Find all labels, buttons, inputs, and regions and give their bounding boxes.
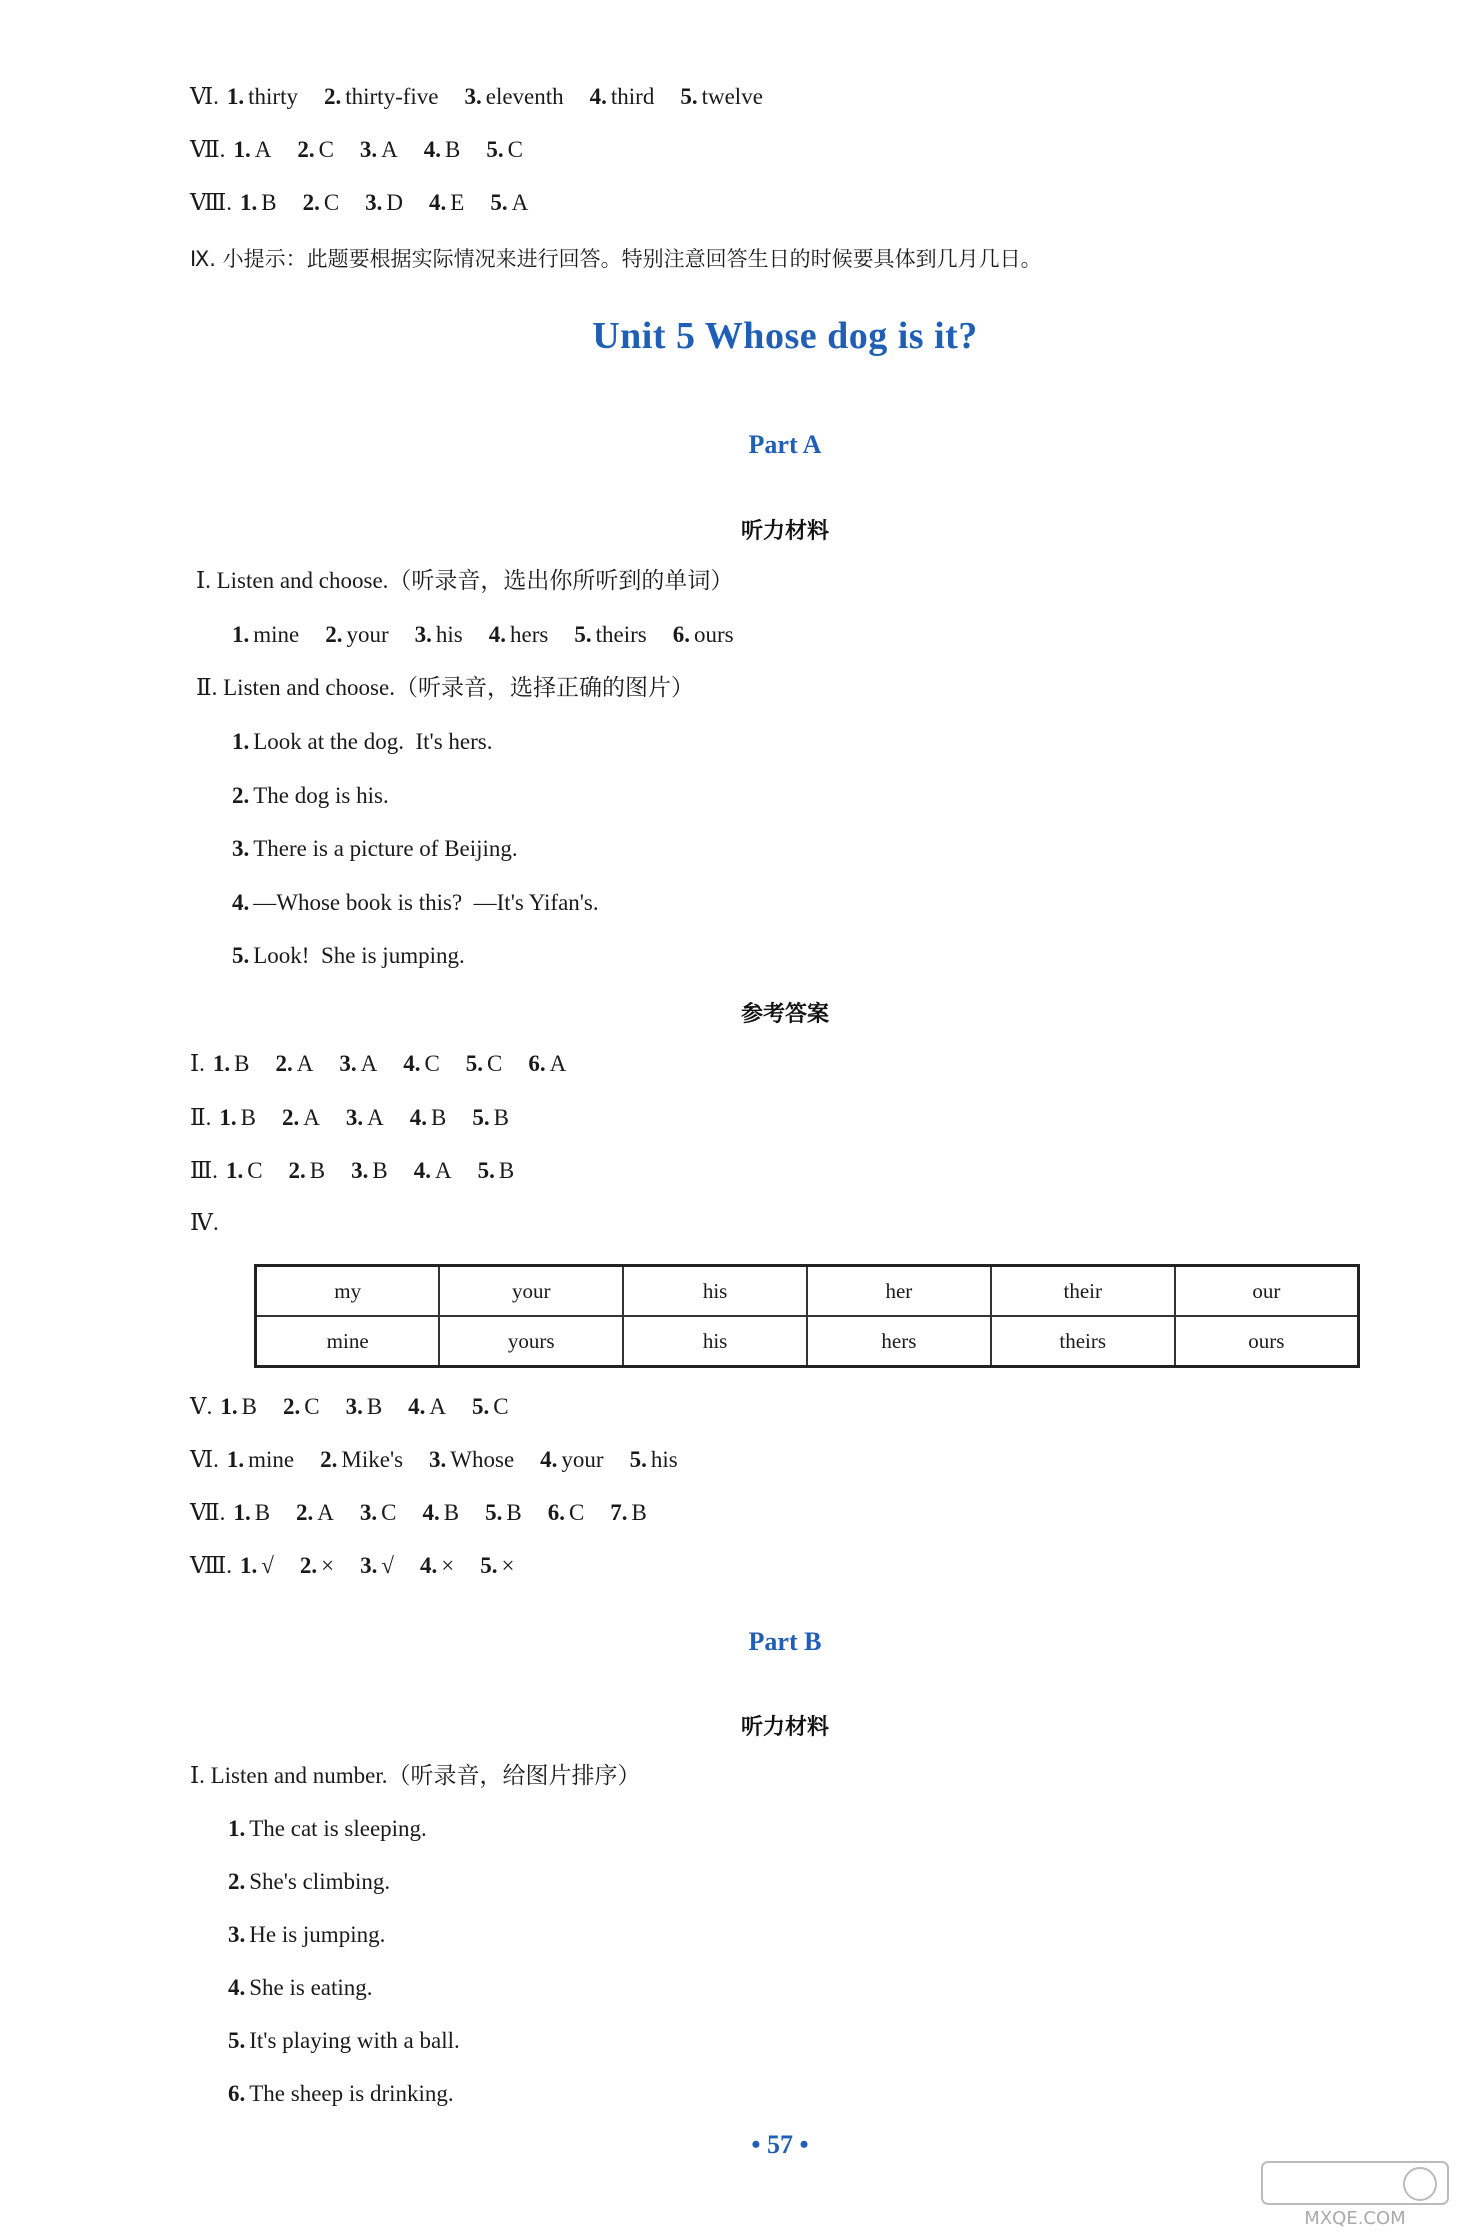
- answer-row-8: [190, 188, 554, 218]
- answer-row: [190, 1551, 540, 1581]
- answer-item: [574, 622, 646, 647]
- table-row: [256, 1266, 1359, 1317]
- item-text: C: [304, 1394, 320, 1419]
- item-number: 3.: [359, 137, 378, 162]
- item-text: D: [386, 190, 404, 215]
- answer-item: [485, 1500, 522, 1525]
- answer-item: [528, 1051, 566, 1076]
- table-cell: our: [1175, 1266, 1359, 1317]
- list-item: [232, 888, 599, 918]
- item-number: 3.: [429, 1447, 447, 1472]
- table-cell: theirs: [991, 1316, 1175, 1367]
- item-number: 1.: [226, 1447, 245, 1472]
- item-text: A: [296, 1051, 314, 1076]
- q4-label: Ⅳ.: [190, 1210, 219, 1235]
- answer-item: [339, 1051, 377, 1076]
- svg-text:MXQE.COM: MXQE.COM: [1304, 2208, 1406, 2229]
- item-text: your: [561, 1447, 604, 1472]
- item-number: 4.: [423, 137, 442, 162]
- item-number: 1.: [226, 84, 245, 109]
- table-cell: mine: [256, 1316, 440, 1367]
- item-text: B: [261, 190, 277, 215]
- item-text: A: [317, 1500, 334, 1525]
- table-cell: my: [256, 1266, 440, 1317]
- list-item: [232, 941, 465, 971]
- item-text: √: [261, 1553, 274, 1578]
- list-item: [228, 1920, 385, 1950]
- answer-item: [227, 1447, 294, 1472]
- roman-numeral: Ⅴ.: [190, 1394, 213, 1419]
- item-text: eleventh: [485, 84, 564, 109]
- item-number: 1.: [233, 137, 251, 162]
- list-item: [232, 834, 518, 864]
- answer-item: [213, 1051, 250, 1076]
- answer-item: [414, 1158, 452, 1183]
- answer-item: [346, 1105, 384, 1130]
- answer-item: [220, 1394, 257, 1419]
- item-text: third: [610, 84, 655, 109]
- item-text: The dog is his.: [253, 782, 389, 808]
- item-number: 2.: [297, 137, 315, 162]
- answer-item: [289, 1158, 326, 1183]
- answer-item: [415, 622, 463, 647]
- item-number: 1.: [232, 729, 250, 754]
- list-item: [228, 2079, 454, 2109]
- item-number: 1.: [232, 622, 250, 647]
- item-number: 1.: [233, 1500, 251, 1525]
- table-cell: your: [439, 1266, 623, 1317]
- list-item: [228, 1814, 427, 1844]
- list-item: [232, 781, 389, 811]
- item-number: 2.: [281, 1104, 300, 1130]
- answer-row-7: [190, 135, 549, 165]
- item-text: mine: [248, 1447, 295, 1472]
- item-number: 5.: [472, 1104, 490, 1130]
- item-number: 5.: [228, 2028, 246, 2053]
- item-text: B: [254, 1500, 271, 1525]
- answer-item: [233, 1500, 270, 1525]
- hint-line: Ⅸ. 小提示：此题要根据实际情况来进行回答。特别注意回答生日的时候要具体到几月几日。: [190, 247, 1042, 271]
- item-text: mine: [253, 622, 300, 647]
- answer-item: [303, 190, 340, 215]
- item-number: 2.: [299, 1553, 318, 1578]
- item-text: E: [450, 190, 465, 215]
- item-text: ours: [693, 622, 734, 647]
- item-number: 1.: [239, 1553, 258, 1578]
- item-text: A: [549, 1051, 567, 1076]
- item-number: 4.: [422, 1500, 440, 1525]
- answer-item: [408, 1394, 446, 1419]
- answer-item: [283, 1394, 320, 1419]
- answer-item: [365, 190, 403, 215]
- part-b-q1-instruction: Ⅰ. Listen and number.（听录音，给图片排序）: [190, 1763, 641, 1788]
- roman-numeral: Ⅲ.: [190, 1158, 218, 1183]
- item-text: B: [309, 1158, 326, 1183]
- item-text: C: [493, 1394, 509, 1419]
- item-text: B: [234, 1051, 250, 1076]
- item-text: his: [650, 1447, 678, 1472]
- item-text: your: [346, 622, 389, 647]
- item-text: thirty-five: [345, 84, 439, 109]
- unit-title: Unit 5 Whose dog is it?: [592, 315, 978, 357]
- item-number: 4.: [488, 622, 507, 647]
- answer-row: [190, 1498, 673, 1528]
- item-number: 2.: [228, 1869, 246, 1894]
- item-text: C: [381, 1500, 397, 1525]
- answer-item: [540, 1447, 603, 1472]
- item-number: 6.: [528, 1051, 546, 1076]
- item-number: 2.: [288, 1158, 306, 1183]
- roman-numeral: Ⅱ.: [190, 1104, 212, 1130]
- item-number: 5.: [629, 1447, 647, 1472]
- item-text: hers: [510, 622, 549, 647]
- answer-item: [296, 1500, 334, 1525]
- answer-item: [226, 1158, 263, 1183]
- answer-item: [240, 190, 277, 215]
- part-b-title: Part B: [748, 1627, 822, 1656]
- item-number: 3.: [339, 1051, 357, 1076]
- answer-row: [190, 1049, 592, 1079]
- part-a-title: Part A: [748, 430, 822, 459]
- item-text: A: [303, 1104, 320, 1130]
- item-text: B: [445, 137, 461, 162]
- item-text: She's climbing.: [249, 1869, 391, 1894]
- item-number: 4.: [589, 84, 607, 109]
- item-text: C: [247, 1158, 263, 1183]
- item-number: 1.: [239, 190, 258, 215]
- answer-item: [320, 1447, 403, 1472]
- item-number: 5.: [465, 1051, 484, 1076]
- item-number: 6.: [228, 2081, 246, 2106]
- answer-row: [190, 1156, 540, 1186]
- answer-item: [429, 1447, 514, 1472]
- item-text: Mike's: [341, 1447, 404, 1472]
- part-b-listening-label: 听力材料: [740, 1715, 829, 1740]
- item-number: 3.: [414, 622, 432, 647]
- item-number: 3.: [232, 836, 250, 861]
- answer-item: [232, 622, 299, 647]
- item-number: 4.: [540, 1447, 558, 1472]
- item-text: his: [435, 622, 463, 647]
- answer-item: [300, 1553, 334, 1578]
- item-number: 4.: [228, 1975, 246, 2000]
- item-number: 5.: [490, 190, 508, 215]
- answer-item: [410, 1105, 447, 1130]
- answer-item: [360, 1500, 397, 1525]
- answer-item: [429, 190, 464, 215]
- roman-numeral: Ⅵ.: [190, 1447, 219, 1472]
- answer-item: [219, 1105, 256, 1130]
- item-number: 5.: [486, 137, 504, 162]
- answer-item: [680, 84, 763, 109]
- answer-item: [466, 1051, 503, 1076]
- item-number: 2.: [302, 190, 320, 215]
- pronoun-table: [254, 1264, 1360, 1368]
- answer-row: [190, 1445, 704, 1475]
- item-number: 2.: [320, 1447, 338, 1472]
- answer-item: [360, 137, 398, 162]
- item-text: A: [434, 1158, 452, 1183]
- answer-item: [420, 1553, 454, 1578]
- table-cell: her: [807, 1266, 991, 1317]
- part-a-q2-instruction: Ⅱ. Listen and choose.（听录音，选择正确的图片）: [196, 675, 694, 700]
- answer-item: [590, 84, 655, 109]
- item-text: A: [381, 137, 398, 162]
- answer-item: [360, 1553, 394, 1578]
- item-text: It's playing with a ball.: [249, 2028, 460, 2053]
- item-number: 5.: [477, 1158, 495, 1183]
- item-number: 2.: [323, 84, 342, 109]
- item-number: 4.: [409, 1104, 427, 1130]
- answer-item: [478, 1158, 515, 1183]
- item-text: B: [443, 1500, 460, 1525]
- item-number: 4.: [413, 1158, 431, 1183]
- answer-row: [190, 1103, 535, 1133]
- answer-item: [472, 1105, 509, 1130]
- item-number: 7.: [610, 1500, 628, 1525]
- item-text: C: [424, 1051, 440, 1076]
- item-number: 3.: [365, 190, 383, 215]
- item-number: 1.: [220, 1394, 238, 1419]
- list-item: [228, 1867, 390, 1897]
- answer-item: [240, 1553, 274, 1578]
- item-text: Look! She is jumping.: [253, 943, 465, 968]
- item-text: B: [430, 1104, 447, 1130]
- item-text: B: [366, 1394, 383, 1419]
- item-text: A: [254, 137, 272, 162]
- answer-item: [464, 84, 563, 109]
- item-number: 5.: [472, 1394, 490, 1419]
- item-number: 2.: [296, 1500, 314, 1525]
- item-text: twelve: [701, 84, 763, 109]
- answer-item: [630, 1447, 678, 1472]
- item-text: ×: [501, 1553, 515, 1578]
- answer-item: [610, 1500, 647, 1525]
- item-text: theirs: [595, 622, 647, 647]
- item-text: B: [240, 1104, 256, 1130]
- item-text: Whose: [450, 1447, 515, 1472]
- item-text: B: [631, 1500, 647, 1525]
- part-a-q1-instruction: Ⅰ. Listen and choose.（听录音，选出你所听到的单词）: [196, 568, 734, 593]
- item-text: A: [429, 1394, 447, 1419]
- part-a-listening-label: 听力材料: [740, 519, 829, 544]
- item-text: C: [568, 1500, 585, 1525]
- answer-row-6: [190, 82, 789, 112]
- answer-item: [282, 1105, 320, 1130]
- item-text: B: [498, 1158, 515, 1183]
- item-text: B: [506, 1500, 522, 1525]
- list-item: [232, 727, 492, 757]
- item-number: 6.: [672, 622, 690, 647]
- item-number: 5.: [485, 1500, 503, 1525]
- item-number: 1.: [228, 1816, 246, 1841]
- item-text: The cat is sleeping.: [249, 1816, 427, 1841]
- page-number: • 57 •: [751, 2130, 809, 2159]
- item-number: 3.: [345, 1104, 364, 1130]
- item-text: ×: [441, 1553, 455, 1578]
- item-number: 2.: [232, 782, 250, 808]
- table-cell: yours: [439, 1316, 623, 1367]
- item-number: 1.: [212, 1051, 231, 1076]
- table-cell: ours: [1175, 1316, 1359, 1367]
- item-text: She is eating.: [249, 1975, 373, 2000]
- item-text: A: [360, 1051, 378, 1076]
- item-number: 1.: [219, 1104, 237, 1130]
- roman-numeral: Ⅷ.: [190, 1553, 232, 1578]
- table-row: [256, 1316, 1359, 1367]
- item-number: 4.: [408, 1394, 426, 1419]
- table-cell: their: [991, 1266, 1175, 1317]
- roman-numeral: Ⅰ.: [190, 1051, 205, 1076]
- item-text: B: [493, 1104, 509, 1130]
- answer-item: [472, 1394, 509, 1419]
- answer-item: [351, 1158, 388, 1183]
- part-a-q1-items: [232, 620, 760, 650]
- answer-item: [423, 1500, 460, 1525]
- item-text: A: [367, 1104, 384, 1130]
- item-number: 5.: [574, 622, 592, 647]
- item-text: C: [323, 190, 340, 215]
- roman-numeral: Ⅷ.: [190, 190, 232, 215]
- item-number: 2.: [325, 622, 343, 647]
- item-text: C: [507, 137, 523, 162]
- item-number: 3.: [351, 1158, 369, 1183]
- table-cell: his: [623, 1316, 807, 1367]
- item-number: 3.: [360, 1553, 378, 1578]
- item-text: The sheep is drinking.: [249, 2081, 454, 2106]
- item-number: 5.: [680, 84, 698, 109]
- item-text: Look at the dog. It's hers.: [253, 729, 493, 754]
- answer-item: [325, 622, 388, 647]
- answer-item: [233, 137, 271, 162]
- item-text: ×: [321, 1553, 335, 1578]
- item-text: B: [372, 1158, 388, 1183]
- part-a-answers-label: 参考答案: [740, 1002, 829, 1027]
- answer-item: [673, 622, 734, 647]
- answer-item: [548, 1500, 585, 1525]
- item-number: 5.: [480, 1553, 498, 1578]
- answer-item: [480, 1553, 514, 1578]
- item-number: 3.: [359, 1500, 378, 1525]
- item-number: 4.: [403, 1051, 421, 1076]
- table-cell: his: [623, 1266, 807, 1317]
- item-text: thirty: [248, 84, 298, 109]
- answer-item: [275, 1051, 313, 1076]
- answer-item: [424, 137, 461, 162]
- item-text: He is jumping.: [249, 1922, 386, 1947]
- list-item: [228, 2026, 460, 2056]
- roman-numeral: Ⅵ.: [190, 84, 219, 109]
- list-item: [228, 1973, 373, 2003]
- item-text: A: [511, 190, 529, 215]
- item-number: 2.: [282, 1394, 301, 1419]
- answer-row: [190, 1392, 535, 1422]
- table-cell: hers: [807, 1316, 991, 1367]
- item-text: There is a picture of Beijing.: [253, 836, 518, 861]
- item-number: 4.: [429, 190, 447, 215]
- item-number: 6.: [547, 1500, 565, 1525]
- item-number: 2.: [275, 1051, 293, 1076]
- item-text: √: [381, 1553, 394, 1578]
- roman-numeral: Ⅶ.: [190, 137, 226, 162]
- roman-numeral: Ⅶ.: [190, 1500, 226, 1525]
- answer-item: [489, 622, 549, 647]
- watermark-logo: [1260, 2160, 1450, 2230]
- item-text: C: [487, 1051, 503, 1076]
- item-number: 3.: [345, 1394, 363, 1419]
- answer-item: [490, 190, 528, 215]
- item-number: 3.: [228, 1922, 246, 1947]
- answer-item: [227, 84, 298, 109]
- item-number: 5.: [232, 943, 250, 968]
- answer-item: [346, 1394, 383, 1419]
- item-text: C: [318, 137, 334, 162]
- item-number: 4.: [232, 889, 250, 915]
- answer-item: [297, 137, 334, 162]
- answer-item: [486, 137, 523, 162]
- answer-item: [324, 84, 439, 109]
- item-number: 3.: [464, 84, 482, 109]
- item-number: 1.: [225, 1158, 244, 1183]
- answer-item: [403, 1051, 440, 1076]
- item-number: 4.: [419, 1553, 438, 1578]
- item-text: B: [241, 1394, 257, 1419]
- item-text: —Whose book is this? —It's Yifan's.: [253, 889, 599, 915]
